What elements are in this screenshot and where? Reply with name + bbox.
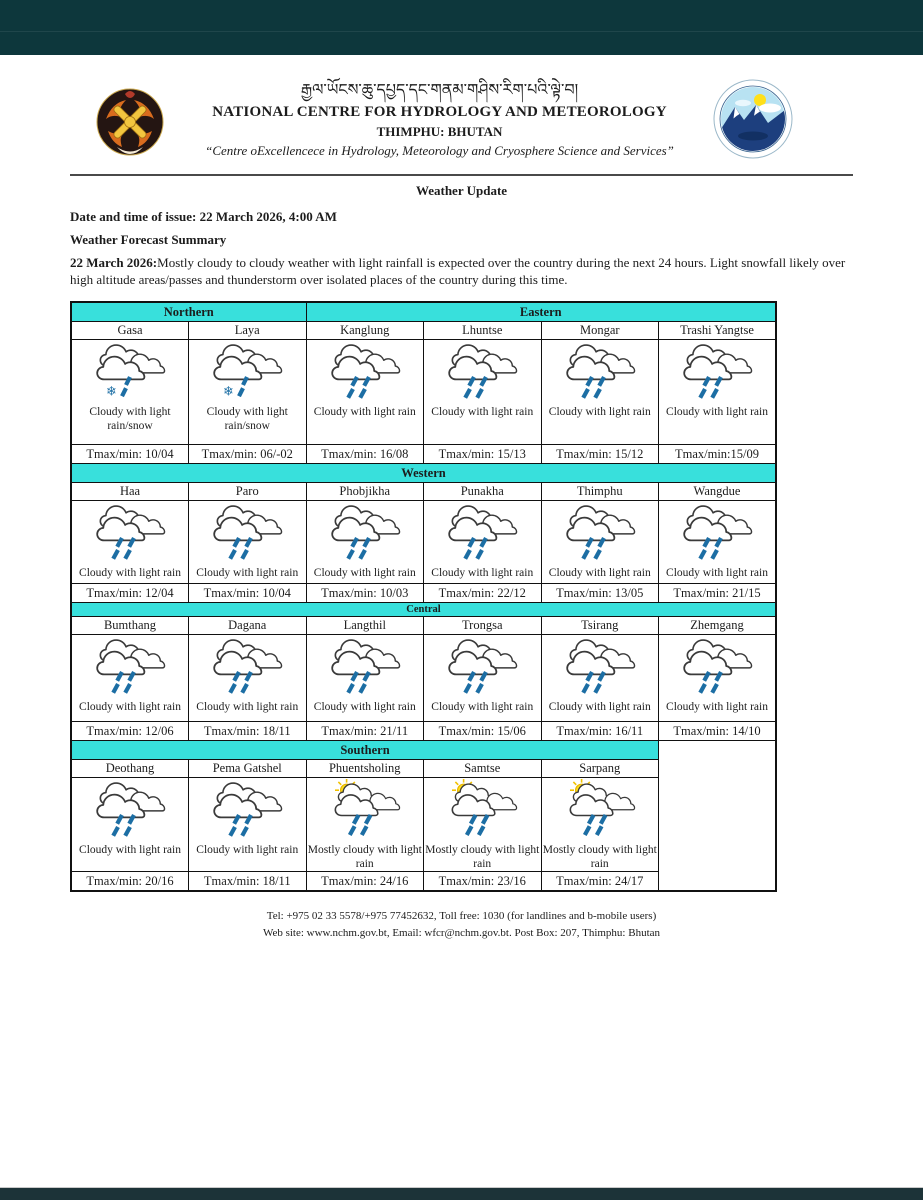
footer-tel-line: Tel: +975 02 33 5578/+975 77452632, Toll free: 1030 (for landlines and b-mobile users) (266, 910, 657, 923)
rain-cloud-icon (659, 502, 775, 566)
tmax-min-value: Tmax/min: 10/04 (71, 445, 189, 464)
forecast-cell (659, 501, 777, 584)
viewer-top-bar (0, 0, 923, 55)
condition-text: Cloudy with light rain (666, 406, 768, 419)
condition-text: Mostly cloudy with light rain (425, 844, 540, 871)
rain-cloud-icon (542, 636, 659, 700)
rain-cloud-icon (659, 636, 775, 700)
forecast-cell (71, 501, 189, 584)
condition-text: Cloudy with light rain (313, 406, 416, 419)
condition-text: Cloudy with light rain (313, 701, 416, 714)
forecast-cell (189, 635, 307, 722)
tmax-min-value: Tmax/min: 06/-02 (189, 445, 307, 464)
condition-text: Cloudy with light rain (548, 701, 651, 714)
forecast-cell (659, 635, 777, 722)
footer-web-line: Web site: www.nchm.gov.bt, Email: wfcr@nchm.gov.bt. Post Box: 207, Thimphu: Bhutan (262, 927, 661, 940)
rain-cloud-icon (307, 341, 424, 405)
sun-rain-cloud-icon (307, 779, 424, 843)
letterhead (70, 77, 853, 168)
location-name: Sarpang (541, 760, 659, 778)
tmax-min-value: Tmax/min: 16/11 (541, 722, 659, 741)
organization-location: THIMPHU: BHUTAN (376, 123, 503, 139)
condition-text: Cloudy with light rain (196, 844, 299, 857)
top-bar-divider (0, 31, 923, 32)
condition-text: Mostly cloudy with light rain (542, 844, 657, 871)
tmax-min-value: Tmax/min: 10/03 (306, 584, 424, 603)
tmax-min-value: Tmax/min: 18/11 (189, 872, 307, 892)
location-name: Thimphu (541, 483, 659, 501)
tmax-min-value: Tmax/min: 16/08 (306, 445, 424, 464)
forecast-cell (541, 635, 659, 722)
condition-text: Mostly cloudy with light rain (307, 844, 422, 871)
condition-text: Cloudy with light rain (79, 701, 181, 714)
svg-text:❄: ❄ (223, 384, 234, 400)
location-name: Mongar (541, 322, 659, 340)
rain-cloud-icon (72, 779, 188, 843)
rain-cloud-icon (424, 636, 541, 700)
forecast-cell (424, 501, 542, 584)
condition-text: Cloudy with light rain (196, 701, 299, 714)
forecast-cell (306, 778, 424, 872)
tmax-min-value: Tmax/min: 15/12 (541, 445, 659, 464)
tmax-min-value: Tmax/min: 12/06 (71, 722, 189, 741)
bhutan-national-emblem-logo (94, 85, 166, 168)
rain-cloud-icon (189, 779, 306, 843)
location-name: Phuentsholing (306, 760, 424, 778)
condition-text: Cloudy with light rain (431, 406, 534, 419)
nchm-mountain-logo (713, 79, 793, 164)
tmax-min-value: Tmax/min: 13/05 (541, 584, 659, 603)
condition-text: Cloudy with light rain (548, 406, 651, 419)
location-name: Zhemgang (659, 617, 777, 635)
document-page (0, 77, 923, 942)
condition-text: Cloudy with light rain/snow (89, 406, 171, 433)
rain-cloud-icon (72, 502, 188, 566)
rain-cloud-icon (72, 636, 188, 700)
forecast-cell (306, 501, 424, 584)
tmax-min-value: Tmax/min: 24/16 (306, 872, 424, 892)
location-name: Phobjikha (306, 483, 424, 501)
organization-tagline: “Centre oExcellencece in Hydrology, Meteorology and Cryosphere Science and Services” (205, 142, 674, 158)
sun-rain-cloud-icon (542, 779, 659, 843)
forecast-cell (424, 778, 542, 872)
tmax-min-value: Tmax/min: 21/15 (659, 584, 777, 603)
letterhead-divider (70, 174, 853, 176)
tmax-min-value: Tmax/min: 24/17 (541, 872, 659, 892)
tmax-min-value: Tmax/min: 14/10 (659, 722, 777, 741)
condition-text: Cloudy with light rain (79, 844, 181, 857)
summary-text: Mostly cloudy to cloudy weather with light rainfall is expected over the country during the next 24 hours. Light snowfall likely over high altitude areas/passes and thunderstorm over isolated places of the country during this time. (70, 255, 846, 288)
dzongkha-title: རྒྱལ་ཡོངས་ཆུ་དཔྱད་དང་གནམ་གཤིས་རིག་པའི་ལྟེ་བ། (300, 80, 579, 99)
svg-text:❄: ❄ (106, 384, 117, 400)
condition-text: Cloudy with light rain (431, 567, 534, 580)
location-name: Gasa (71, 322, 189, 340)
forecast-cell (541, 778, 659, 872)
condition-text: Cloudy with light rain (431, 701, 534, 714)
forecast-cell (541, 340, 659, 445)
document-title: Weather Update (415, 183, 508, 198)
forecast-cell (659, 340, 777, 445)
location-name: Kanglung (306, 322, 424, 340)
forecast-cell (541, 501, 659, 584)
tmax-min-value: Tmax/min: 12/04 (71, 584, 189, 603)
region-header-southern: Southern (71, 741, 659, 760)
condition-text: Cloudy with light rain (666, 567, 768, 580)
rain-cloud-icon (424, 502, 541, 566)
forecast-cell (424, 340, 542, 445)
region-header-western: Western (71, 464, 776, 483)
condition-text: Cloudy with light rain (548, 567, 651, 580)
location-name: Lhuntse (424, 322, 542, 340)
tmax-min-value: Tmax/min: 22/12 (424, 584, 542, 603)
location-name: Samtse (424, 760, 542, 778)
location-name: Bumthang (71, 617, 189, 635)
rain-cloud-icon (307, 636, 424, 700)
location-name: Tsirang (541, 617, 659, 635)
forecast-cell (189, 778, 307, 872)
forecast-table-body (71, 302, 776, 891)
rain-cloud-icon (659, 341, 775, 405)
tmax-min-value: Tmax/min: 21/11 (306, 722, 424, 741)
summary-date: 22 March 2026: (70, 255, 158, 270)
rain-cloud-icon (189, 636, 306, 700)
forecast-cell (189, 501, 307, 584)
rain-cloud-icon (542, 502, 659, 566)
forecast-cell (71, 635, 189, 722)
region-header-northern: Northern (71, 302, 306, 322)
rain-cloud-icon (189, 502, 306, 566)
sun-rain-cloud-icon (424, 779, 541, 843)
issue-date-line: Date and time of issue: 22 March 2026, 4:00 AM (70, 209, 337, 224)
empty-forecast-cell (659, 741, 777, 892)
location-name: Langthil (306, 617, 424, 635)
location-name: Trashi Yangtse (659, 322, 777, 340)
condition-text: Cloudy with light rain/snow (206, 406, 288, 433)
tmax-min-value: Tmax/min: 15/06 (424, 722, 542, 741)
rain-snow-cloud-icon (72, 341, 188, 405)
forecast-table (70, 301, 777, 892)
location-name: Pema Gatshel (189, 760, 307, 778)
rain-cloud-icon (424, 341, 541, 405)
summary-heading: Weather Forecast Summary (70, 232, 227, 247)
location-name: Paro (189, 483, 307, 501)
tmax-min-value: Tmax/min: 10/04 (189, 584, 307, 603)
location-name: Laya (189, 322, 307, 340)
condition-text: Cloudy with light rain (666, 701, 768, 714)
forecast-cell (189, 340, 307, 445)
location-name: Haa (71, 483, 189, 501)
condition-text: Cloudy with light rain (196, 567, 299, 580)
location-name: Dagana (189, 617, 307, 635)
tmax-min-value: Tmax/min: 20/16 (71, 872, 189, 892)
region-header-central: Central (71, 603, 776, 617)
forecast-cell (306, 635, 424, 722)
forecast-cell (306, 340, 424, 445)
location-name: Deothang (71, 760, 189, 778)
tmax-min-value: Tmax/min: 23/16 (424, 872, 542, 892)
condition-text: Cloudy with light rain (79, 567, 181, 580)
tmax-min-value: Tmax/min: 15/13 (424, 445, 542, 464)
rain-cloud-icon (307, 502, 424, 566)
tmax-min-value: Tmax/min: 18/11 (189, 722, 307, 741)
location-name: Punakha (424, 483, 542, 501)
condition-text: Cloudy with light rain (313, 567, 416, 580)
forecast-cell (424, 635, 542, 722)
summary-paragraph (70, 254, 853, 288)
footer (70, 908, 853, 942)
viewer-bottom-bar (0, 1187, 923, 1200)
rain-cloud-icon (542, 341, 659, 405)
forecast-cell (71, 778, 189, 872)
organization-name: NATIONAL CENTRE FOR HYDROLOGY AND METEOROLOGY (212, 103, 667, 120)
rain-snow-cloud-icon (189, 341, 306, 405)
location-name: Trongsa (424, 617, 542, 635)
region-header-eastern: Eastern (306, 302, 776, 322)
letterhead-text (166, 77, 713, 159)
location-name: Wangdue (659, 483, 777, 501)
forecast-cell (71, 340, 189, 445)
tmax-min-value: Tmax/min:15/09 (659, 445, 777, 464)
